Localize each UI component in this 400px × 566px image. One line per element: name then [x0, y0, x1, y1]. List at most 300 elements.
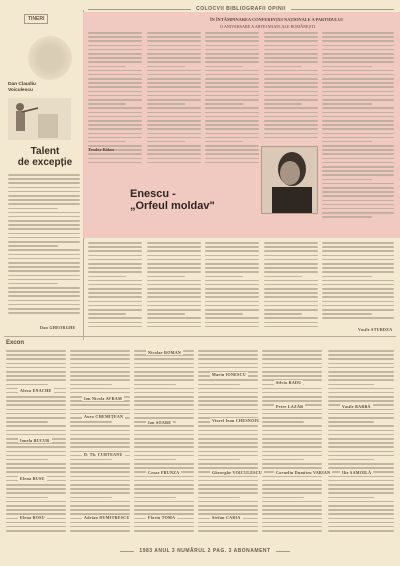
text-line	[262, 501, 322, 503]
text-line	[322, 158, 394, 160]
text-line	[147, 296, 201, 298]
text-line	[198, 363, 258, 365]
text-line	[147, 255, 201, 257]
text-line	[205, 301, 259, 303]
text-line	[8, 233, 80, 235]
text-line	[147, 292, 201, 294]
text-line	[8, 295, 80, 297]
text-line	[147, 116, 201, 118]
text-line	[147, 45, 201, 47]
text-line	[322, 82, 394, 84]
text-line	[205, 284, 259, 286]
text-line	[6, 379, 66, 381]
header-subtitle-2: O ANIVERSARE A ARTEI MUZICALE ROMÂNEȘTI	[220, 24, 316, 29]
text-line	[88, 301, 142, 303]
text-line	[322, 78, 394, 80]
text-line	[70, 363, 130, 365]
text-line	[70, 425, 130, 427]
text-line	[205, 124, 259, 126]
text-line	[328, 459, 374, 461]
text-line	[264, 326, 318, 328]
text-line	[88, 288, 142, 290]
text-line	[134, 409, 194, 411]
author-byline: Florin TOMA	[148, 515, 176, 520]
text-line	[147, 128, 201, 130]
text-line	[264, 255, 318, 257]
text-line	[6, 471, 66, 473]
text-line	[147, 313, 185, 315]
text-line	[205, 103, 243, 105]
text-line	[198, 446, 258, 448]
text-line	[147, 66, 185, 68]
text-line	[198, 367, 258, 369]
text-line	[198, 497, 240, 499]
text-line	[264, 242, 318, 244]
text-line	[322, 195, 394, 197]
text-line	[264, 32, 318, 34]
author-byline: Adrian DUMITRESCU	[84, 515, 130, 520]
text-line	[322, 66, 372, 68]
text-line	[264, 70, 318, 72]
text-line	[322, 149, 394, 151]
text-line	[8, 245, 58, 247]
text-line	[6, 425, 66, 427]
text-line	[198, 404, 258, 406]
text-line	[328, 425, 394, 427]
text-line	[328, 388, 394, 390]
text-line	[147, 99, 201, 101]
text-line	[262, 392, 322, 394]
text-line	[70, 367, 130, 369]
text-line	[88, 95, 142, 97]
text-line	[322, 57, 394, 59]
text-line	[198, 413, 258, 415]
text-line	[264, 267, 318, 269]
text-line	[262, 434, 322, 436]
author-byline: Ion Nicola AVRAM	[84, 396, 123, 401]
text-line	[264, 288, 318, 290]
text-line	[8, 254, 80, 256]
text-line	[147, 242, 201, 244]
text-line	[6, 367, 66, 369]
text-line	[70, 388, 130, 390]
text-line	[262, 417, 322, 419]
text-line	[205, 149, 259, 151]
text-line	[205, 116, 259, 118]
author-byline: Cezar FRUNZA	[148, 470, 180, 475]
footer-band	[120, 548, 290, 554]
text-line	[322, 246, 394, 248]
text-line	[262, 476, 322, 478]
author-byline: Ion SOARE	[148, 420, 172, 425]
text-line	[328, 358, 394, 360]
text-line	[134, 413, 194, 415]
text-line	[6, 526, 66, 528]
text-line	[134, 501, 194, 503]
text-line	[198, 430, 258, 432]
text-line	[264, 296, 318, 298]
text-line	[70, 471, 130, 473]
text-line	[134, 455, 194, 457]
text-line	[198, 396, 258, 398]
text-line	[262, 371, 322, 373]
text-line	[88, 120, 142, 122]
text-line	[328, 430, 394, 432]
text-line	[264, 91, 318, 93]
text-line	[8, 199, 80, 201]
text-line	[8, 220, 80, 222]
text-line	[8, 249, 80, 251]
text-line	[264, 112, 318, 114]
text-line	[322, 309, 394, 311]
text-line	[205, 309, 259, 311]
text-line	[88, 280, 142, 282]
text-line	[134, 438, 194, 440]
text-line	[322, 116, 394, 118]
text-line	[147, 284, 201, 286]
text-line	[205, 280, 259, 282]
text-line	[6, 509, 66, 511]
text-line	[205, 141, 243, 143]
text-line	[322, 305, 394, 307]
text-line	[88, 86, 142, 88]
text-line	[198, 459, 240, 461]
text-line	[6, 350, 66, 352]
text-line	[147, 107, 201, 109]
feature-col-3	[205, 32, 259, 170]
text-line	[134, 434, 194, 436]
lower-column-text	[70, 350, 130, 540]
text-line	[262, 459, 304, 461]
text-line	[205, 112, 259, 114]
text-line	[205, 322, 259, 324]
text-line	[6, 451, 66, 453]
text-line	[147, 82, 201, 84]
text-line	[205, 95, 259, 97]
text-line	[198, 484, 258, 486]
text-line	[8, 191, 80, 193]
text-line	[147, 263, 201, 265]
text-line	[322, 124, 394, 126]
text-line	[88, 107, 142, 109]
text-line	[8, 224, 80, 226]
text-line	[322, 259, 394, 261]
text-line	[8, 266, 80, 268]
text-line	[88, 259, 142, 261]
text-line	[147, 162, 201, 164]
feature-col-5	[322, 32, 394, 222]
text-line	[8, 203, 80, 205]
text-line	[205, 57, 259, 59]
text-line	[88, 49, 142, 51]
text-line	[70, 484, 130, 486]
text-line	[264, 103, 302, 105]
text-line	[6, 371, 66, 373]
text-line	[70, 530, 130, 532]
text-line	[6, 459, 48, 461]
text-line	[262, 530, 322, 532]
text-line	[262, 522, 322, 524]
text-line	[205, 145, 259, 147]
text-line	[147, 158, 201, 160]
feature-col-2	[147, 32, 201, 170]
text-line	[264, 124, 318, 126]
text-line	[88, 313, 126, 315]
text-line	[205, 120, 259, 122]
text-line	[134, 497, 176, 499]
text-line	[8, 187, 80, 189]
text-line	[264, 292, 318, 294]
footer-text: 1983 ANUL 3 NUMĂRUL 2 PAG. 3 ABONAMENT	[139, 548, 271, 554]
text-line	[322, 212, 394, 214]
text-line	[322, 284, 394, 286]
text-line	[70, 509, 130, 511]
text-line	[70, 375, 130, 377]
text-line	[262, 421, 304, 423]
text-line	[147, 112, 201, 114]
body-col-1	[88, 242, 142, 330]
text-line	[70, 459, 112, 461]
text-line	[322, 200, 394, 202]
text-line	[147, 40, 201, 42]
lower-column-text	[134, 350, 194, 540]
text-line	[134, 446, 194, 448]
text-line	[6, 467, 66, 469]
text-line	[88, 61, 142, 63]
feature-title: Enescu - „Orfeul moldav"	[130, 188, 215, 212]
body-col-4	[264, 242, 318, 330]
left-signature: Dan GHEORGHE	[40, 325, 76, 330]
text-line	[88, 271, 142, 273]
text-line	[6, 522, 66, 524]
author-byline: Viorel Ioan CHESNOIU	[212, 418, 260, 423]
text-line	[147, 133, 201, 135]
author-byline: Gheorghe VOICULESCU	[212, 470, 263, 475]
text-line	[262, 358, 322, 360]
text-line	[262, 396, 322, 398]
text-line	[205, 250, 259, 252]
text-line	[88, 246, 142, 248]
text-line	[205, 271, 259, 273]
text-line	[205, 99, 259, 101]
text-line	[6, 375, 66, 377]
text-line	[70, 526, 130, 528]
text-line	[328, 354, 394, 356]
text-line	[6, 497, 48, 499]
text-line	[134, 488, 194, 490]
text-line	[147, 326, 201, 328]
text-line	[322, 49, 394, 51]
text-line	[205, 40, 259, 42]
text-line	[198, 476, 258, 478]
text-line	[147, 53, 201, 55]
text-line	[88, 78, 142, 80]
text-line	[328, 526, 394, 528]
author-byline: Elena ROSU	[20, 515, 45, 520]
text-line	[264, 309, 318, 311]
text-line	[328, 455, 394, 457]
text-line	[262, 497, 304, 499]
text-line	[205, 32, 259, 34]
text-line	[322, 103, 372, 105]
text-line	[205, 255, 259, 257]
text-line	[88, 70, 142, 72]
text-line	[328, 497, 374, 499]
text-line	[88, 158, 142, 160]
text-line	[6, 530, 66, 532]
text-line	[8, 258, 80, 260]
text-line	[6, 396, 66, 398]
text-line	[322, 95, 394, 97]
text-line	[322, 183, 394, 185]
text-line	[6, 400, 66, 402]
text-line	[70, 384, 112, 386]
text-line	[205, 137, 259, 139]
lower-column-text	[262, 350, 322, 540]
text-line	[70, 488, 130, 490]
text-line	[134, 388, 194, 390]
text-line	[322, 255, 394, 257]
text-line	[70, 421, 112, 423]
text-line	[88, 284, 142, 286]
text-line	[147, 149, 201, 151]
text-line	[264, 276, 302, 278]
text-line	[328, 400, 394, 402]
text-line	[147, 250, 201, 252]
text-line	[205, 153, 259, 155]
text-line	[328, 350, 394, 352]
text-line	[70, 467, 130, 469]
text-line	[8, 279, 80, 281]
text-line	[198, 492, 258, 494]
body-col-5	[322, 242, 394, 324]
text-line	[88, 133, 142, 135]
body-col-3	[205, 242, 259, 330]
text-line	[264, 305, 318, 307]
text-line	[264, 78, 318, 80]
text-line	[198, 354, 258, 356]
text-line	[264, 280, 318, 282]
author-byline: Stefan CARIA	[212, 515, 241, 520]
text-line	[88, 292, 142, 294]
text-line	[198, 480, 258, 482]
text-line	[88, 305, 142, 307]
text-line	[262, 463, 322, 465]
text-line	[70, 505, 130, 507]
text-line	[264, 271, 318, 273]
text-line	[6, 354, 66, 356]
text-line	[198, 358, 258, 360]
text-line	[8, 195, 80, 197]
text-line	[134, 526, 194, 528]
text-line	[322, 267, 394, 269]
author-byline: D. Th. CURTEANU	[84, 452, 123, 457]
text-line	[88, 36, 142, 38]
text-line	[205, 296, 259, 298]
text-line	[328, 396, 394, 398]
lower-column-text	[198, 350, 258, 540]
text-line	[88, 40, 142, 42]
header-subtitle: ÎN ÎNTÂMPINAREA CONFERINȚEI NAȚIONALE A PARTIDULUI	[210, 17, 343, 22]
text-line	[88, 45, 142, 47]
text-line	[6, 492, 66, 494]
text-line	[147, 288, 201, 290]
text-line	[262, 513, 322, 515]
text-line	[88, 32, 142, 34]
text-line	[262, 480, 322, 482]
text-line	[134, 425, 194, 427]
text-line	[147, 141, 185, 143]
text-line	[328, 446, 394, 448]
text-line	[322, 91, 394, 93]
text-line	[262, 451, 322, 453]
text-line	[70, 430, 130, 432]
text-line	[198, 384, 240, 386]
text-line	[264, 116, 318, 118]
text-line	[328, 492, 394, 494]
violinist-photo	[8, 98, 71, 140]
text-line	[322, 162, 394, 164]
text-line	[70, 350, 130, 352]
text-line	[6, 384, 48, 386]
text-line	[264, 95, 318, 97]
text-line	[134, 509, 194, 511]
text-line	[70, 434, 130, 436]
text-line	[322, 216, 372, 218]
text-line	[8, 275, 80, 277]
text-line	[88, 317, 142, 319]
text-line	[147, 145, 201, 147]
text-line	[264, 133, 318, 135]
text-line	[134, 396, 194, 398]
text-line	[147, 95, 201, 97]
text-line	[262, 363, 322, 365]
text-line	[134, 492, 194, 494]
text-line	[322, 174, 394, 176]
text-line	[88, 326, 142, 328]
text-line	[205, 276, 243, 278]
text-line	[322, 191, 394, 193]
text-line	[88, 116, 142, 118]
text-line	[262, 400, 322, 402]
text-line	[322, 263, 394, 265]
author-byline: Marin IONESCU	[212, 372, 247, 377]
text-line	[264, 53, 318, 55]
text-line	[262, 350, 322, 352]
text-line	[322, 313, 372, 315]
text-line	[88, 99, 142, 101]
author-byline: Alexa ENACHE	[20, 388, 52, 393]
text-line	[198, 350, 258, 352]
text-line	[88, 57, 142, 59]
text-line	[205, 45, 259, 47]
text-line	[322, 107, 394, 109]
text-line	[198, 509, 258, 511]
text-line	[6, 434, 66, 436]
text-line	[88, 74, 142, 76]
text-line	[264, 107, 318, 109]
text-line	[198, 438, 258, 440]
text-line	[205, 78, 259, 80]
text-line	[70, 409, 130, 411]
text-line	[264, 49, 318, 51]
text-line	[328, 379, 394, 381]
text-line	[88, 322, 142, 324]
text-line	[322, 276, 372, 278]
text-line	[328, 451, 394, 453]
text-line	[262, 442, 322, 444]
text-line	[88, 309, 142, 311]
